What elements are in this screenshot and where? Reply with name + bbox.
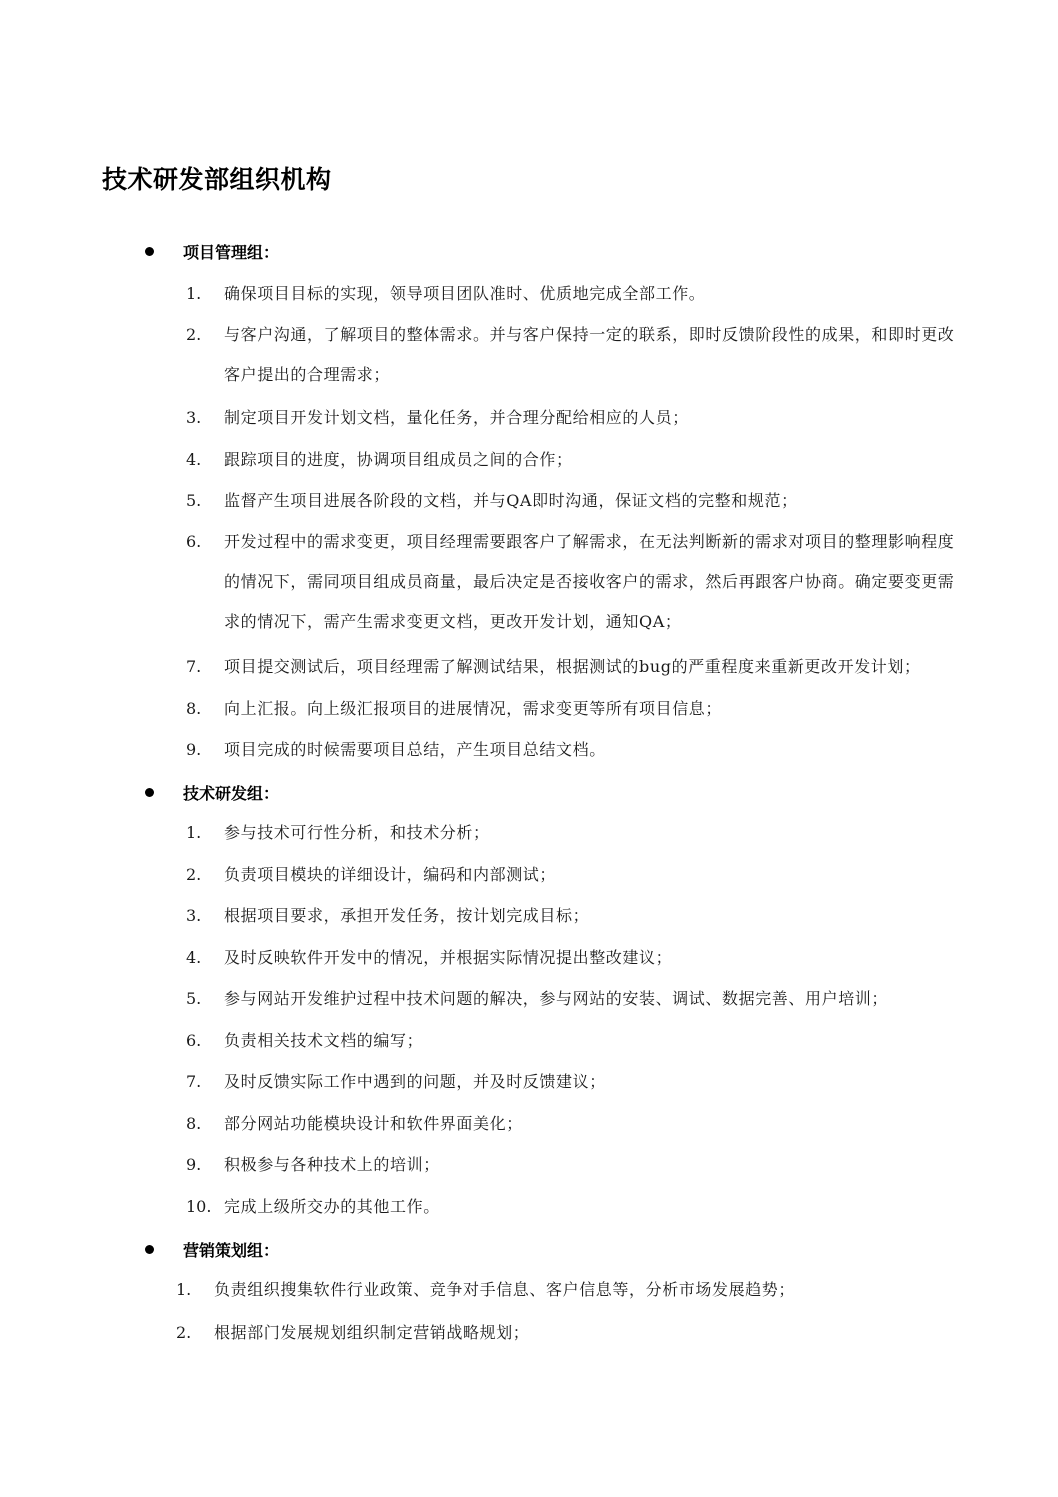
section-heading-label: 营销策划组： <box>183 1240 280 1260</box>
list-item <box>186 1021 960 1061</box>
item-number: 1. <box>176 1280 192 1299</box>
item-number: 4. <box>186 948 202 967</box>
list-item <box>186 522 960 642</box>
list-item <box>186 938 960 978</box>
item-number: 2. <box>186 865 202 884</box>
item-text: 开发过程中的需求变更，项目经理需要跟客户了解需求，在无法判断新的需求对项目的整理影响程度的情况下，需同项目组成员商量，最后决定是否接收客户的需求，然后再跟客户协商。确定要变更需求的情况下，需产生需求变更文档，更改开发计划，通知QA； <box>224 532 955 631</box>
section-heading <box>143 1233 279 1265</box>
item-text: 根据部门发展规划组织制定营销战略规划； <box>214 1323 530 1342</box>
item-number: 8. <box>186 699 202 718</box>
item-number: 9. <box>186 740 202 759</box>
bullet-icon <box>145 788 154 797</box>
item-text: 跟踪项目的进度，协调项目组成员之间的合作； <box>224 450 573 469</box>
item-number: 8. <box>186 1114 202 1133</box>
list-item <box>176 1270 960 1310</box>
item-number: 5. <box>186 491 202 510</box>
item-number: 7. <box>186 657 202 676</box>
item-number: 6. <box>186 532 202 551</box>
list-item <box>186 315 960 395</box>
item-text: 完成上级所交办的其他工作。 <box>224 1197 440 1216</box>
item-number: 10. <box>186 1197 212 1216</box>
item-number: 1. <box>186 823 202 842</box>
item-text: 与客户沟通，了解项目的整体需求。并与客户保持一定的联系，即时反馈阶段性的成果，和即时更改客户提出的合理需求； <box>224 325 955 384</box>
section-heading-label: 技术研发组： <box>183 783 280 803</box>
item-text: 负责组织搜集软件行业政策、竞争对手信息、客户信息等，分析市场发展趋势； <box>214 1280 796 1299</box>
item-number: 2. <box>186 325 202 344</box>
section-heading <box>143 235 279 267</box>
item-number: 6. <box>186 1031 202 1050</box>
list-item <box>186 274 960 314</box>
item-number: 2. <box>176 1323 192 1342</box>
item-number: 1. <box>186 284 202 303</box>
list-item <box>186 481 960 521</box>
item-text: 及时反馈实际工作中遇到的问题，并及时反馈建议； <box>224 1072 606 1091</box>
item-text: 项目完成的时候需要项目总结，产生项目总结文档。 <box>224 740 606 759</box>
item-text: 积极参与各种技术上的培训； <box>224 1155 440 1174</box>
list-item <box>186 689 960 729</box>
item-number: 5. <box>186 989 202 1008</box>
list-item <box>186 855 960 895</box>
item-number: 7. <box>186 1072 202 1091</box>
list-item <box>186 979 960 1019</box>
item-text: 确保项目目标的实现，领导项目团队准时、优质地完成全部工作。 <box>224 284 706 303</box>
list-item <box>186 1187 960 1227</box>
section-heading-label: 项目管理组： <box>183 242 280 262</box>
item-text: 根据项目要求，承担开发任务，按计划完成目标； <box>224 906 590 925</box>
item-text: 负责项目模块的详细设计，编码和内部测试； <box>224 865 557 884</box>
list-item <box>186 398 960 438</box>
list-item <box>186 440 960 480</box>
item-number: 3. <box>186 408 202 427</box>
item-text: 向上汇报。向上级汇报项目的进展情况，需求变更等所有项目信息； <box>224 699 723 718</box>
list-item <box>186 1062 960 1102</box>
list-item <box>186 730 960 770</box>
item-text: 参与技术可行性分析，和技术分析； <box>224 823 490 842</box>
item-text: 制定项目开发计划文档，量化任务，并合理分配给相应的人员； <box>224 408 689 427</box>
list-item <box>176 1313 960 1353</box>
list-item <box>186 647 960 687</box>
bullet-icon <box>145 1245 154 1254</box>
item-number: 3. <box>186 906 202 925</box>
item-number: 9. <box>186 1155 202 1174</box>
item-number: 4. <box>186 450 202 469</box>
list-item <box>186 1104 960 1144</box>
list-item <box>186 896 960 936</box>
item-text: 参与网站开发维护过程中技术问题的解决，参与网站的安装、调试、数据完善、用户培训； <box>224 989 889 1008</box>
item-text: 负责相关技术文档的编写； <box>224 1031 424 1050</box>
section-heading <box>143 776 279 808</box>
list-item <box>186 813 960 853</box>
page-title: 技术研发部组织机构 <box>102 165 332 194</box>
bullet-icon <box>145 247 154 256</box>
list-item <box>186 1145 960 1185</box>
item-text: 监督产生项目进展各阶段的文档，并与QA即时沟通，保证文档的完整和规范； <box>224 491 798 510</box>
item-text: 及时反映软件开发中的情况，并根据实际情况提出整改建议； <box>224 948 673 967</box>
item-text: 部分网站功能模块设计和软件界面美化； <box>224 1114 523 1133</box>
item-text: 项目提交测试后，项目经理需了解测试结果，根据测试的bug的严重程度来重新更改开发计划； <box>224 657 921 676</box>
